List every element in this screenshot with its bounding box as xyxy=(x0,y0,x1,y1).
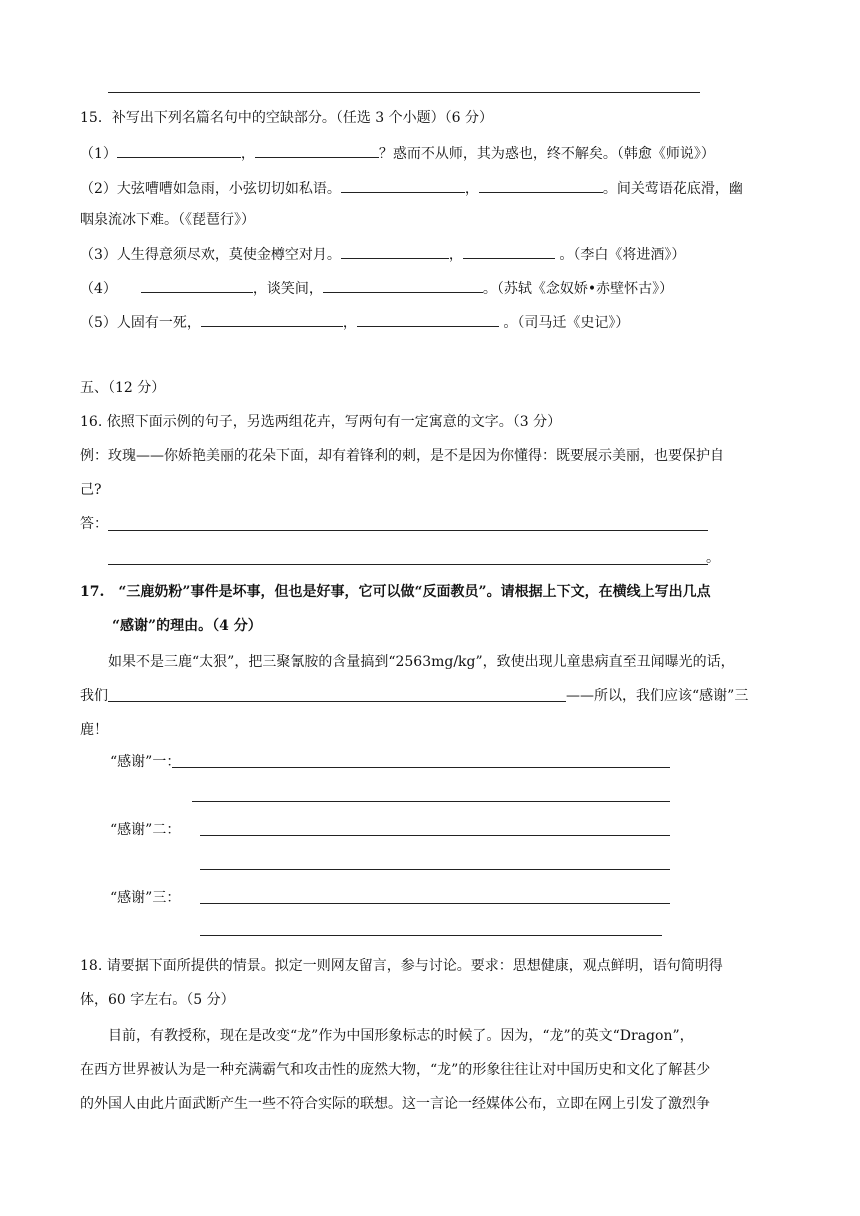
q18-title-line2: 体，60 字左右。（5 分） xyxy=(80,992,235,1008)
q17-thanks-3-line-a[interactable] xyxy=(200,903,670,904)
q17-body-line3: 鹿！ xyxy=(80,722,108,738)
q15-item-1-num: （1） xyxy=(80,146,117,162)
q15-item-5 xyxy=(80,312,629,333)
q15-item-4-mid: ，谈笑间， xyxy=(252,281,323,297)
q17-body-line1: 如果不是三鹿“太狠”，把三聚氰胺的含量搞到“2563mg/kg”，致使出现儿童患病直至丑闻曝光的话， xyxy=(108,654,735,670)
q16-example-line2: 己? xyxy=(80,482,102,498)
q16-example-line1: 例：玫瑰——你娇艳美丽的花朵下面，却有着锋利的刺，是不是因为你懂得：既要展示美丽，也要保护自 xyxy=(80,448,724,464)
blank-4a[interactable] xyxy=(141,278,253,293)
blank-2b[interactable] xyxy=(479,178,603,193)
blank-3a[interactable] xyxy=(341,244,449,259)
q17-thanks-1-line-a[interactable] xyxy=(172,767,670,768)
blank-3b[interactable] xyxy=(463,244,555,259)
q16-end-mark: 。 xyxy=(706,550,720,566)
q16-answer-line-2[interactable] xyxy=(108,564,708,565)
q15-item-2 xyxy=(80,178,743,199)
blank-1b[interactable] xyxy=(255,143,379,158)
answer-line-top xyxy=(108,92,700,93)
q15-item-4 xyxy=(80,278,673,299)
separator: ， xyxy=(240,146,255,162)
q15-item-1 xyxy=(80,143,715,164)
q17-thanks-2-line-a[interactable] xyxy=(200,835,670,836)
q17-body-blank[interactable] xyxy=(108,701,566,702)
q16-answer-label: 答： xyxy=(80,516,108,532)
blank-1a[interactable] xyxy=(117,143,241,158)
q15-item-1-after: ？惑而不从师，其为惑也，终不解矣。（韩愈《师说》） xyxy=(378,146,715,162)
q17-thanks-2-line-b[interactable] xyxy=(200,869,670,870)
blank-4b[interactable] xyxy=(323,278,483,293)
separator: ， xyxy=(342,315,357,331)
q17-thanks-1-line-b[interactable] xyxy=(192,801,670,802)
q15-item-2-line2: 咽泉流冰下难。（《琵琶行》） xyxy=(80,212,255,228)
blank-5b[interactable] xyxy=(357,312,499,327)
q15-title: 15．补写出下列名篇名句中的空缺部分。（任选 3 个小题）（6 分） xyxy=(80,110,493,126)
q15-item-3 xyxy=(80,244,685,265)
q15-item-5-lead: （5）人固有一死， xyxy=(80,315,201,331)
q17-thanks-3-label: “感谢”三： xyxy=(110,890,181,906)
q15-item-3-lead: （3）人生得意须尽欢，莫使金樽空对月。 xyxy=(80,247,341,263)
separator: ， xyxy=(448,247,463,263)
q15-item-2-after: 。间关莺语花底滑，幽 xyxy=(602,181,743,197)
q18-paragraph-line2: 在西方世界被认为是一种充满霸气和攻击性的庞然大物，“龙”的形象往往让对中国历史和文化了解甚少 xyxy=(80,1062,711,1078)
q15-item-2-lead: （2）大弦嘈嘈如急雨，小弦切切如私语。 xyxy=(80,181,341,197)
q17-title-line1: 17. “三鹿奶粉”事件是坏事，但也是好事，它可以做“反面教员”。请根据上下文，在横线上写出几点 xyxy=(80,584,711,600)
blank-5a[interactable] xyxy=(201,312,343,327)
q17-body-line2-start: 我们 xyxy=(80,688,108,704)
q17-thanks-3-line-b[interactable] xyxy=(200,935,662,936)
q16-answer-line-1[interactable] xyxy=(108,530,708,531)
q18-paragraph-line1: 目前，有教授称，现在是改变“龙”作为中国形象标志的时候了。因为，“龙”的英文“Dragon”， xyxy=(108,1028,694,1044)
q16-title: 16. 依照下面示例的句子，另选两组花卉，写两句有一定寓意的文字。（3 分） xyxy=(80,414,562,430)
q17-thanks-2-label: “感谢”二： xyxy=(110,822,181,838)
q18-title-line1: 18. 请要据下面所提供的情景。拟定一则网友留言，参与讨论。要求：思想健康，观点鲜明，语句简明得 xyxy=(80,958,723,974)
q15-item-4-num: （4） xyxy=(80,281,117,297)
q18-paragraph-line3: 的外国人由此片面武断产生一些不符合实际的联想。这一言论一经媒体公布，立即在网上引发了激烈争 xyxy=(80,1096,710,1112)
q17-title-line2: “感谢”的理由。（4 分） xyxy=(112,618,262,634)
separator: ， xyxy=(464,181,479,197)
q15-item-5-after: 。（司马迁《史记》） xyxy=(498,315,630,331)
blank-2a[interactable] xyxy=(341,178,465,193)
q15-item-4-after: 。（苏轼《念奴娇•赤壁怀古》） xyxy=(482,281,674,297)
q15-item-3-after: 。（李白《将进酒》） xyxy=(554,247,686,263)
q17-body-line2-end: ——所以，我们应该“感谢”三 xyxy=(566,688,749,704)
section-5-title: 五、（12 分） xyxy=(80,380,166,396)
q17-thanks-1-label: “感谢”一： xyxy=(110,754,181,770)
